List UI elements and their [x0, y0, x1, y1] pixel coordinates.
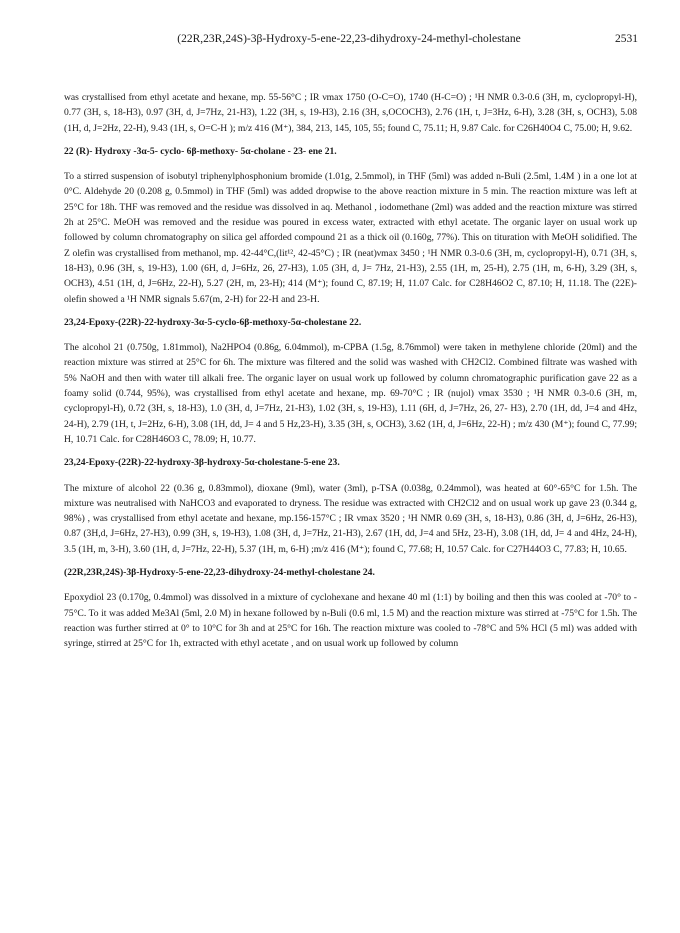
page-number: 2531 [615, 33, 638, 45]
article-body [64, 90, 637, 659]
paragraph-compound-23: The mixture of alcohol 22 (0.36 g, 0.83mmol), dioxane (9ml), water (3ml), p-TSA (0.038g, 0.24mmol), was heated at 60°-65°C for 1.5h. The mixture was neutralised with NaHCO3 and evaporated to dryness. The residue was extracted with CH2Cl2 and on usual work up gave 23 (0.344 g, 98%) , was crystallised from ethyl acetate and hexane, mp.156-157°C ; IR νmax 3520 ; ¹H NMR 0.69 (3H, s, 18-H3), 0.86 (3H, d, J=6Hz, 26-H3), 0.87 (3H,d, J=6Hz, 27-H3), 0.99 (3H, s, 19-H3), 1.08 (3H, d, J=7Hz, 21-H3), 2.67 (1H, dd, J=4 and 5Hz, 23-H), 3.08 (1H, dd, J= 4 and 4Hz, 24-H), 3.5 (1H, m, 3-H), 3.60 (1H, d, J=7Hz, 22-H), 5.37 (1H, m, 6-H) ;m/z 416 (M⁺); found C, 77.68; H, 10.57 Calc. for C27H44O3 C, 77.83; H, 10.65. [64, 482, 637, 555]
paragraph-continuation: was crystallised from ethyl acetate and hexane, mp. 55-56°C ; IR νmax 1750 (O-C=O), 1740 (H-C=O) ; ¹H NMR 0.3-0.6 (3H, m, cyclopropyl-H), 0.77 (3H, s, 18-H3), 0.97 (3H, d, J=7Hz, 21-H3), 1.22 (3H, s, 19-H3), 2.16 (3H, s,OCOCH3), 2.76 (1H, t, J=3Hz, 6-H), 3.28 (3H, s, OCH3), 5.08 (1H, d, J=2Hz, 22-H), 9.43 (1H, s, O=C-H ); m/z 416 (M⁺), 384, 213, 145, 105, 55; found C, 75.11; H, 9.87 Calc. for C26H40O4 C, 75.00; H, 9.62. [64, 92, 637, 134]
paragraph-compound-21: To a stirred suspension of isobutyl triphenylphosphonium bromide (1.01g, 2.5mmol), in THF (5ml) was added n-Buli (2.5ml, 1.4M ) in a one lot at 0°C. Aldehyde 20 (0.208 g, 0.5mmol) in THF (5ml) was added dropwise to the above reaction mixture in 5 min. The reaction mixture was left at 25°C for 18h. THF was removed and the residue was dissolved in aq. Methanol , iodomethane (2ml) was added and the reaction mixture was stirred 2h at 25°C. MeOH was removed and the residue was poured in excess water, extracted with ethyl acetate. The organic layer on usual work up followed by column chromatography on silica gel afforded compound 21 as a thick oil (0.160g, 77%). This on tituration with MeOH solidified. The Z olefin was crystallised from methanol, mp. 42-44°C,(lit¹², 42-45°C) ; IR (neat)νmax 3450 ; ¹H NMR 0.3-0.6 (3H, m, cyclopropyl-H), 0.71 (3H, s, 18-H3), 0.96 (3H, s, 19-H3), 1.00 (6H, d, J=6Hz, 26, 27-H3), 1.05 (3H, d, J= 7Hz, 21-H3), 2.55 (1H, m, 25-H), 2.75 (1H, m, 6-H), 3.29 (3H, s, OCH3), 4.51 (1H, d, J=6Hz, 22-H), 5.27 (2H, m, 23-H); 414 (M⁺); found C, 87.19; H, 11.07 Calc. for C28H46O2 C, 87.10; H, 11.18. The (22E)- olefin showed a ¹H NMR signals 5.67(m, 2-H) for 22-H and 23-H. [64, 171, 637, 305]
paragraph-compound-24: Epoxydiol 23 (0.170g, 0.4mmol) was dissolved in a mixture of cyclohexane and hexane 40 ml (1:1) by boiling and then this was cooled at -70° to - 75°C. To it was added Me3Al (5ml, 2.0 M) in hexane followed by n-Buli (0.6 ml, 1.5 M) and the reaction mixture was stirred at -75°C for 1.5h. The reaction was further stirred at 0° to 10°C for 3h and at 25°C for 16h. The reaction mixture was cooled to -78°C and 5% HCl (5 ml) was added with syringe, stirred at 25°C for 1h, extracted with ethyl acetate , and on usual work up followed by column [64, 592, 637, 650]
section-heading-compound-22: 23,24-Epoxy-(22R)-22-hydroxy-3α-5-cyclo-6β-methoxy-5α-cholestane 22. [64, 316, 362, 328]
section-heading-compound-24: (22R,23R,24S)-3β-Hydroxy-5-ene-22,23-dihydroxy-24-methyl-cholestane 24. [64, 567, 375, 579]
section-heading-compound-21: 22 (R)- Hydroxy -3α-5- cyclo- 6β-methoxy- 5α-cholane - 23- ene 21. [64, 145, 337, 157]
running-title: (22R,23R,24S)-3β-Hydroxy-5-ene-22,23-dihydroxy-24-methyl-cholestane [177, 33, 521, 45]
paragraph-compound-22: The alcohol 21 (0.750g, 1.81mmol), Na2HPO4 (0.86g, 6.04mmol), m-CPBA (1.5g, 8.76mmol) were taken in methylene chloride (20ml) and the reaction mixture was stirred at 25°C for 6h. The mixture was filtered and the solid was washed with CH2Cl2. Combined filtrate was washed with 5% NaOH and then with water till alkali free. The organic layer on usual work up followed by column chromatographic purification gave 22 as a foamy solid (0.744, 95%), was crystallised from ethyl acetate and hexane, mp. 69-70°C ; IR (nujol) νmax 3530 ; ¹H NMR 0.3-0.6 (3H, m, cyclopropyl-H), 0.72 (3H, s, 18-H3), 1.0 (3H, d, J=7Hz, 21-H3), 1.02 (3H, s, 19-H3), 1.11 (6H, d, J=7Hz, 26, 27- H3), 2.70 (1H, dd, J=4 and 4Hz, 24-H), 2.79 (1H, t, J=2Hz, 6-H), 3.08 (1H, dd, J= 4 and 5 Hz,23-H), 3.35 (3H, s, OCH3), 3.62 (1H, d, J=6Hz, 22-H) ; m/z 430 (M⁺); found C, 77.99; H, 10.71 Calc. for C28H46O3 C, 78.09; H, 10.77. [64, 342, 637, 445]
section-heading-compound-23: 23,24-Epoxy-(22R)-22-hydroxy-3β-hydroxy-5α-cholestane-5-ene 23. [64, 457, 340, 469]
